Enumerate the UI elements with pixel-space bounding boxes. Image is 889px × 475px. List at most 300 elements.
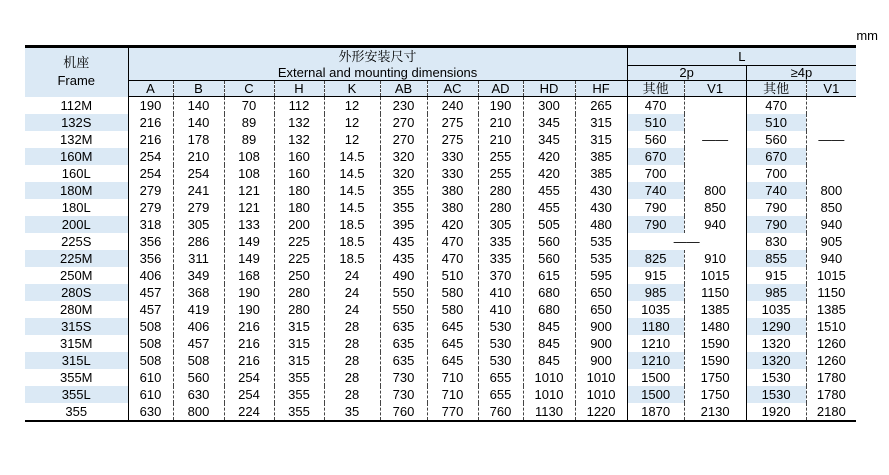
dim-cell-hd: 455: [523, 182, 575, 199]
dim-cell-b: 254: [173, 165, 224, 182]
l4p-v1-cell: 905: [806, 233, 856, 250]
frame-cell: 315S: [25, 318, 128, 335]
dim-cell-a: 508: [128, 352, 173, 369]
l4p-other-cell: 470: [746, 97, 806, 115]
l4p-v1-cell: 2180: [806, 403, 856, 421]
l4p-v1-cell: [806, 148, 856, 165]
dim-cell-a: 610: [128, 386, 173, 403]
dim-cell-h: 250: [274, 267, 324, 284]
dim-cell-ac: 770: [427, 403, 478, 421]
l2p-v1-cell: [684, 97, 746, 115]
dim-cell-ac: 645: [427, 352, 478, 369]
dim-cell-hf: 535: [575, 250, 627, 267]
dim-cell-c: 216: [224, 335, 274, 352]
dim-cell-hd: 845: [523, 335, 575, 352]
dim-cell-hd: 560: [523, 250, 575, 267]
l4p-other-cell: 790: [746, 216, 806, 233]
dim-cell-k: 24: [324, 284, 380, 301]
frame-cell: 180M: [25, 182, 128, 199]
dim-cell-ab: 550: [380, 284, 427, 301]
l4p-other-cell: 1035: [746, 301, 806, 318]
dim-cell-c: 108: [224, 165, 274, 182]
dim-cell-b: 305: [173, 216, 224, 233]
dim-cell-hd: 680: [523, 284, 575, 301]
l4p-v1-cell: 1015: [806, 267, 856, 284]
dim-cell-k: 14.5: [324, 182, 380, 199]
dim-cell-h: 132: [274, 131, 324, 148]
l4p-v1-cell: 1780: [806, 386, 856, 403]
dim-cell-c: 89: [224, 131, 274, 148]
l4p-other-cell: 1320: [746, 352, 806, 369]
dim-cell-ad: 210: [478, 114, 523, 131]
l2p-other-cell: 1210: [627, 335, 684, 352]
dim-cell-b: 279: [173, 199, 224, 216]
frame-cell: 280S: [25, 284, 128, 301]
pole-4p-header: ≥4p: [746, 66, 856, 81]
dim-cell-a: 356: [128, 250, 173, 267]
dim-cell-k: 14.5: [324, 199, 380, 216]
dim-cell-ac: 330: [427, 148, 478, 165]
dim-cell-ad: 370: [478, 267, 523, 284]
dim-cell-ad: 655: [478, 386, 523, 403]
dim-cell-c: 216: [224, 352, 274, 369]
dim-cell-ad: 760: [478, 403, 523, 421]
dim-cell-b: 349: [173, 267, 224, 284]
l4p-other-cell: 1320: [746, 335, 806, 352]
l4p-v1-cell: 940: [806, 250, 856, 267]
dim-cell-ad: 530: [478, 318, 523, 335]
dim-cell-c: 133: [224, 216, 274, 233]
dim-cell-hf: 385: [575, 165, 627, 182]
frame-cell: 160L: [25, 165, 128, 182]
col-header-a: A: [128, 81, 173, 97]
frame-cell: 315L: [25, 352, 128, 369]
dim-cell-ad: 255: [478, 165, 523, 182]
dim-cell-ad: 335: [478, 233, 523, 250]
dim-cell-h: 160: [274, 148, 324, 165]
col-header-k: K: [324, 81, 380, 97]
l4p-v1-cell: 1150: [806, 284, 856, 301]
l2p-other-cell: 1870: [627, 403, 684, 421]
frame-cell: 250M: [25, 267, 128, 284]
frame-cell: 200L: [25, 216, 128, 233]
dim-cell-c: 254: [224, 369, 274, 386]
l4p-v1-cell: 940: [806, 216, 856, 233]
dim-cell-h: 112: [274, 97, 324, 115]
l4p-v1-cell: [806, 97, 856, 115]
table-row: [25, 199, 889, 216]
l4p-other-cell: 1920: [746, 403, 806, 421]
dim-cell-a: 216: [128, 114, 173, 131]
dim-cell-k: 28: [324, 318, 380, 335]
dim-cell-b: 406: [173, 318, 224, 335]
dim-cell-ab: 490: [380, 267, 427, 284]
dim-cell-b: 508: [173, 352, 224, 369]
table-row: [25, 284, 889, 301]
dimensions-table: [25, 45, 889, 422]
l2p-v1-cell: 1385: [684, 301, 746, 318]
frame-header-en: Frame: [57, 73, 96, 89]
dim-cell-hf: 900: [575, 352, 627, 369]
table-row: [25, 369, 889, 386]
dim-cell-c: 190: [224, 284, 274, 301]
col-header-hf: HF: [575, 81, 627, 97]
dim-cell-ab: 230: [380, 97, 427, 115]
dim-cell-hd: 845: [523, 318, 575, 335]
table-row: [25, 165, 889, 182]
dim-cell-hd: 615: [523, 267, 575, 284]
l2p-other-cell: 560: [627, 131, 684, 148]
dim-cell-c: 224: [224, 403, 274, 421]
dim-cell-ac: 420: [427, 216, 478, 233]
frame-cell: 315M: [25, 335, 128, 352]
dim-cell-h: 315: [274, 352, 324, 369]
l2p-other-cell: 1210: [627, 352, 684, 369]
dim-cell-ab: 435: [380, 250, 427, 267]
dim-cell-ac: 330: [427, 165, 478, 182]
table-row: [25, 386, 889, 403]
frame-header-cn: 机座: [63, 55, 90, 71]
table-row: [25, 403, 889, 421]
dim-cell-k: 28: [324, 335, 380, 352]
frame-cell: 355: [25, 403, 128, 421]
l4p-other-cell: 510: [746, 114, 806, 131]
dim-cell-k: 28: [324, 369, 380, 386]
l4p-other-cell: 740: [746, 182, 806, 199]
pole-2p-header: 2p: [627, 66, 746, 81]
col-header-c: C: [224, 81, 274, 97]
l2p-other-cell: 740: [627, 182, 684, 199]
l2p-other-cell: 510: [627, 114, 684, 131]
dim-cell-ac: 380: [427, 199, 478, 216]
dim-cell-b: 140: [173, 97, 224, 115]
dim-cell-hf: 650: [575, 284, 627, 301]
l4p-v1-cell: [806, 114, 856, 131]
dim-cell-b: 630: [173, 386, 224, 403]
dim-cell-hd: 680: [523, 301, 575, 318]
frame-cell: 225S: [25, 233, 128, 250]
dim-cell-ab: 395: [380, 216, 427, 233]
l2p-v1-cell: [684, 114, 746, 131]
dim-cell-hd: 420: [523, 148, 575, 165]
dim-cell-ac: 240: [427, 97, 478, 115]
dim-cell-hd: 455: [523, 199, 575, 216]
l2p-other-cell: 790: [627, 199, 684, 216]
dim-cell-k: 28: [324, 386, 380, 403]
dim-cell-ac: 380: [427, 182, 478, 199]
dim-cell-a: 279: [128, 182, 173, 199]
l2p-other-cell: 1035: [627, 301, 684, 318]
dim-cell-ac: 580: [427, 301, 478, 318]
dim-cell-ad: 410: [478, 301, 523, 318]
table-row: [25, 148, 889, 165]
dim-cell-k: 12: [324, 131, 380, 148]
dim-cell-k: 24: [324, 267, 380, 284]
frame-cell: 225M: [25, 250, 128, 267]
table-row: [25, 131, 889, 148]
dim-cell-ab: 730: [380, 386, 427, 403]
col-header-ad: AD: [478, 81, 523, 97]
dim-cell-hd: 1010: [523, 386, 575, 403]
dim-cell-ac: 580: [427, 284, 478, 301]
dim-cell-b: 178: [173, 131, 224, 148]
l4p-v1-cell: 1385: [806, 301, 856, 318]
l2p-other-cell: 790: [627, 216, 684, 233]
l4p-other-cell: 670: [746, 148, 806, 165]
l4p-v1-cell: 1260: [806, 335, 856, 352]
dim-cell-hd: 560: [523, 233, 575, 250]
dim-cell-h: 180: [274, 199, 324, 216]
dim-cell-h: 180: [274, 182, 324, 199]
frame-header: [25, 47, 128, 97]
l2p-v1-cell: 940: [684, 216, 746, 233]
l2p-other-cell: 1180: [627, 318, 684, 335]
dim-cell-a: 318: [128, 216, 173, 233]
col-header-ab: AB: [380, 81, 427, 97]
dim-cell-a: 508: [128, 318, 173, 335]
dim-cell-ac: 710: [427, 369, 478, 386]
dim-cell-k: 14.5: [324, 148, 380, 165]
l4p-other-cell: 830: [746, 233, 806, 250]
dim-cell-k: 35: [324, 403, 380, 421]
dim-cell-hf: 650: [575, 301, 627, 318]
dim-cell-hf: 535: [575, 233, 627, 250]
dim-cell-hf: 1010: [575, 369, 627, 386]
dim-cell-h: 315: [274, 318, 324, 335]
dim-cell-ab: 635: [380, 352, 427, 369]
dim-cell-hd: 1010: [523, 369, 575, 386]
dim-cell-hf: 900: [575, 318, 627, 335]
l4p-other-cell: 855: [746, 250, 806, 267]
l2p-v1-cell: 1590: [684, 335, 746, 352]
dim-cell-c: 149: [224, 233, 274, 250]
l2p-dash-cell: ——: [627, 233, 746, 250]
dim-cell-hd: 505: [523, 216, 575, 233]
dim-cell-k: 14.5: [324, 165, 380, 182]
l-header: L: [627, 47, 856, 66]
l2p-other-cell: 825: [627, 250, 684, 267]
table-row: [25, 97, 889, 115]
dim-cell-hf: 430: [575, 182, 627, 199]
table-row: [25, 216, 889, 233]
l2p-v1-cell: 2130: [684, 403, 746, 421]
l4p-other-cell: 985: [746, 284, 806, 301]
dim-cell-ac: 275: [427, 131, 478, 148]
dim-cell-ac: 645: [427, 318, 478, 335]
frame-cell: 112M: [25, 97, 128, 115]
dim-cell-b: 560: [173, 369, 224, 386]
dim-cell-ab: 760: [380, 403, 427, 421]
dim-cell-ab: 635: [380, 318, 427, 335]
l2p-v1-header: V1: [684, 81, 746, 97]
l2p-other-cell: 1500: [627, 386, 684, 403]
dim-cell-k: 28: [324, 352, 380, 369]
dim-cell-ab: 730: [380, 369, 427, 386]
dim-cell-h: 355: [274, 369, 324, 386]
dim-cell-hf: 315: [575, 114, 627, 131]
dim-cell-a: 216: [128, 131, 173, 148]
dim-cell-h: 132: [274, 114, 324, 131]
dim-cell-k: 18.5: [324, 233, 380, 250]
dim-cell-c: 121: [224, 199, 274, 216]
dim-cell-hf: 265: [575, 97, 627, 115]
dim-cell-h: 355: [274, 386, 324, 403]
frame-cell: 180L: [25, 199, 128, 216]
dim-cell-a: 610: [128, 369, 173, 386]
dim-cell-a: 190: [128, 97, 173, 115]
dim-cell-ac: 710: [427, 386, 478, 403]
l4p-other-cell: 1530: [746, 386, 806, 403]
dim-cell-b: 286: [173, 233, 224, 250]
dim-cell-ac: 470: [427, 250, 478, 267]
l2p-other-cell: 670: [627, 148, 684, 165]
table-row: [25, 182, 889, 199]
l4p-v1-cell: 800: [806, 182, 856, 199]
frame-cell: 132S: [25, 114, 128, 131]
dim-cell-hd: 345: [523, 114, 575, 131]
l2p-v1-cell: 1015: [684, 267, 746, 284]
l2p-other-cell: 1500: [627, 369, 684, 386]
l2p-v1-cell: 800: [684, 182, 746, 199]
dim-cell-c: 70: [224, 97, 274, 115]
l4p-v1-cell: 1260: [806, 352, 856, 369]
l2p-v1-cell: 1750: [684, 386, 746, 403]
l2p-other-cell: 700: [627, 165, 684, 182]
dim-cell-hd: 345: [523, 131, 575, 148]
l4p-other-cell: 790: [746, 199, 806, 216]
dim-cell-ac: 510: [427, 267, 478, 284]
col-header-hd: HD: [523, 81, 575, 97]
l4p-other-cell: 915: [746, 267, 806, 284]
dim-cell-k: 18.5: [324, 216, 380, 233]
frame-cell: 160M: [25, 148, 128, 165]
dim-cell-ad: 280: [478, 199, 523, 216]
dim-cell-b: 140: [173, 114, 224, 131]
dim-cell-a: 457: [128, 284, 173, 301]
dim-cell-ac: 275: [427, 114, 478, 131]
dim-cell-a: 279: [128, 199, 173, 216]
l4p-v1-cell: ——: [806, 131, 856, 148]
dim-cell-ad: 255: [478, 148, 523, 165]
dim-cell-h: 225: [274, 233, 324, 250]
l2p-other-header: 其他: [627, 81, 684, 97]
l4p-other-cell: 1530: [746, 369, 806, 386]
dim-cell-hf: 1010: [575, 386, 627, 403]
dim-cell-hf: 315: [575, 131, 627, 148]
dim-cell-c: 89: [224, 114, 274, 131]
l2p-other-cell: 985: [627, 284, 684, 301]
dim-cell-a: 254: [128, 148, 173, 165]
l4p-v1-cell: 1780: [806, 369, 856, 386]
dim-cell-k: 12: [324, 114, 380, 131]
dim-cell-h: 280: [274, 301, 324, 318]
frame-cell: 355M: [25, 369, 128, 386]
l2p-v1-cell: ——: [684, 131, 746, 148]
dim-cell-b: 368: [173, 284, 224, 301]
ext-header-en: External and mounting dimensions: [128, 66, 627, 81]
dim-cell-b: 210: [173, 148, 224, 165]
dim-cell-ac: 645: [427, 335, 478, 352]
dim-cell-hf: 385: [575, 148, 627, 165]
l2p-v1-cell: 1590: [684, 352, 746, 369]
dim-cell-h: 200: [274, 216, 324, 233]
dim-cell-b: 311: [173, 250, 224, 267]
frame-cell: 355L: [25, 386, 128, 403]
l4p-other-cell: 700: [746, 165, 806, 182]
dim-cell-c: 108: [224, 148, 274, 165]
dim-cell-b: 800: [173, 403, 224, 421]
col-header-b: B: [173, 81, 224, 97]
dim-cell-ab: 270: [380, 131, 427, 148]
dim-cell-ad: 655: [478, 369, 523, 386]
l2p-v1-cell: [684, 148, 746, 165]
dim-cell-ab: 320: [380, 148, 427, 165]
dim-cell-a: 457: [128, 301, 173, 318]
table-row: [25, 301, 889, 318]
frame-cell: 280M: [25, 301, 128, 318]
l2p-v1-cell: 1480: [684, 318, 746, 335]
l4p-other-cell: 560: [746, 131, 806, 148]
l2p-v1-cell: 910: [684, 250, 746, 267]
dim-cell-hd: 300: [523, 97, 575, 115]
col-header-ac: AC: [427, 81, 478, 97]
dim-cell-hf: 1220: [575, 403, 627, 421]
dim-cell-a: 356: [128, 233, 173, 250]
dim-cell-ad: 190: [478, 97, 523, 115]
dim-cell-ad: 335: [478, 250, 523, 267]
dim-cell-b: 457: [173, 335, 224, 352]
dim-cell-b: 241: [173, 182, 224, 199]
dim-cell-h: 225: [274, 250, 324, 267]
dim-cell-ab: 355: [380, 182, 427, 199]
dim-cell-hf: 595: [575, 267, 627, 284]
table-row: [25, 318, 889, 335]
dim-cell-ab: 355: [380, 199, 427, 216]
table-row: [25, 233, 889, 250]
dim-cell-a: 254: [128, 165, 173, 182]
dim-cell-hf: 430: [575, 199, 627, 216]
table-row: [25, 352, 889, 369]
dim-cell-ad: 210: [478, 131, 523, 148]
dim-cell-ab: 320: [380, 165, 427, 182]
col-header-h: H: [274, 81, 324, 97]
dim-cell-c: 190: [224, 301, 274, 318]
dim-cell-h: 280: [274, 284, 324, 301]
unit-label: mm: [856, 28, 878, 43]
dim-cell-k: 24: [324, 301, 380, 318]
l4p-other-cell: 1290: [746, 318, 806, 335]
l2p-other-cell: 915: [627, 267, 684, 284]
dim-cell-ab: 550: [380, 301, 427, 318]
l4p-v1-header: V1: [806, 81, 856, 97]
dim-cell-hd: 845: [523, 352, 575, 369]
dim-cell-c: 254: [224, 386, 274, 403]
table-row: [25, 114, 889, 131]
l2p-v1-cell: 1750: [684, 369, 746, 386]
ext-header-cn: 外形安装尺寸: [128, 47, 627, 66]
l2p-v1-cell: [684, 165, 746, 182]
dim-cell-ac: 470: [427, 233, 478, 250]
dim-cell-hd: 1130: [523, 403, 575, 421]
frame-cell: 132M: [25, 131, 128, 148]
dim-cell-a: 630: [128, 403, 173, 421]
l4p-v1-cell: 1510: [806, 318, 856, 335]
dim-cell-c: 121: [224, 182, 274, 199]
l2p-v1-cell: 850: [684, 199, 746, 216]
dim-cell-h: 315: [274, 335, 324, 352]
dim-cell-ad: 280: [478, 182, 523, 199]
dim-cell-ab: 635: [380, 335, 427, 352]
